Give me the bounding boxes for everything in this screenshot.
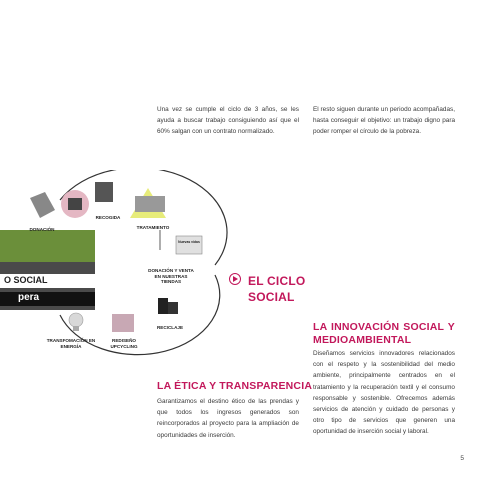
intro-paragraph-left: Una vez se cumple el ciclo de 3 años, se les ayuda a buscar trabajo consiguiendo así que el 60% salgan con un contrato normalizado.	[157, 106, 299, 136]
ciclo-play-icon	[229, 273, 241, 285]
intro-paragraph-right: El resto siguen durante un periodo acompañadas, hasta conseguir el objetivo: un trabajo digno para poder romper el círculo de la pobreza.	[313, 106, 455, 136]
donation-icon	[30, 192, 55, 218]
container-icon	[68, 198, 82, 210]
page-number: 5	[460, 455, 464, 462]
people-photo-top	[0, 230, 95, 262]
etica-paragraph: Garantizamos el destino ético de las prendas y que todos los ingresos generados son reincorporados al proyecto para la ampliación de oportunidades de inserción.	[157, 398, 299, 439]
label-reciclaje: RECICLAJE	[156, 325, 184, 330]
ciclo-heading-line1: EL CICLO	[248, 274, 306, 288]
bulb-icon	[69, 313, 83, 327]
banner-pera-text: pera	[18, 292, 40, 303]
label-nuevas-vidas: Nuevas vidas	[178, 240, 200, 244]
label-tratamiento: TRATAMIENTO	[136, 225, 170, 230]
rediseno-photo	[112, 314, 134, 332]
banner-social-text: O SOCIAL	[4, 275, 48, 285]
label-energia: TRANSFOMACIÓN EN ENERGÍA	[46, 338, 96, 349]
innovacion-heading: LA INNOVACIÓN SOCIAL Y MEDIOAMBIENTAL	[313, 321, 455, 346]
label-recogida: RECOGIDA	[95, 215, 121, 220]
recogida-photo	[95, 182, 113, 202]
label-donacion: DONACIÓN	[29, 227, 55, 232]
bag-icon-1	[158, 298, 168, 314]
label-rediseno: REDISEÑO UPCYCLING	[110, 338, 138, 349]
etica-heading: LA ÉTICA Y TRANSPARENCIA	[157, 380, 313, 392]
tratamiento-photo	[135, 196, 165, 212]
banner-black	[0, 292, 95, 306]
label-venta: DONACIÓN Y VENTA EN NUESTRAS TIENDAS	[148, 268, 194, 285]
ciclo-heading-line2: SOCIAL	[248, 290, 295, 304]
bag-icon-2	[168, 302, 178, 314]
bulb-base	[73, 326, 79, 331]
innovacion-paragraph: Diseñamos servicios innovadores relacionados con el respeto y la sostenibilidad del medio ambiente, principalmente centrados en el tratamiento y la recuperación textil y el consumo responsable y sostenible. Ofrecemos además servicios de atención y cuidado de personas y otro tipo de servicios que generen una oportunidad de inserción social y laboral.	[313, 350, 455, 436]
